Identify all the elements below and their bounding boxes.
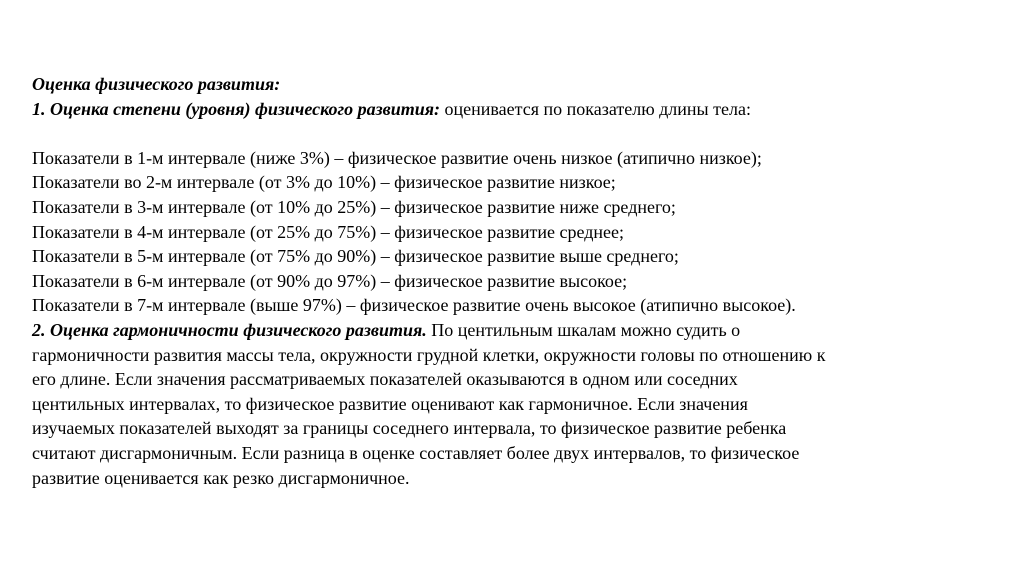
interval-5: Показатели в 5-м интервале (от 75% до 90%) – физическое развитие выше среднего; xyxy=(32,246,679,267)
interval-2: Показатели во 2-м интервале (от 3% до 10%) – физическое развитие низкое; xyxy=(32,172,616,193)
section1-text: оценивается по показателю длины тела: xyxy=(440,98,751,119)
heading: Оценка физического развития: xyxy=(32,74,281,94)
section2-line-3: его длине. Если значения рассматриваемых показателей оказываются в одном или соседних xyxy=(32,369,738,390)
interval-1: Показатели в 1-м интервале (ниже 3%) – физическое развитие очень низкое (атипично низкое); xyxy=(32,147,762,168)
interval-6: Показатели в 6-м интервале (от 90% до 97%) – физическое развитие высокое; xyxy=(32,270,628,291)
interval-7: Показатели в 7-м интервале (выше 97%) – физическое развитие очень высокое (атипично высокое). xyxy=(32,295,796,316)
section2-title: 2. Оценка гармоничности физического развития. xyxy=(32,319,427,340)
blank-line xyxy=(32,121,992,146)
section2-line-4: центильных интервалах, то физическое развитие оценивают как гармоничное. Если значения xyxy=(32,393,748,414)
section2-line-1 xyxy=(32,318,992,343)
section1-line xyxy=(32,97,992,122)
slide-content xyxy=(32,72,992,490)
section2-line-6: считают дисгармоничным. Если разница в оценке составляет более двух интервалов, то физическое xyxy=(32,442,800,463)
interval-4: Показатели в 4-м интервале (от 25% до 75%) – физическое развитие среднее; xyxy=(32,221,625,242)
section2-line-5: изучаемых показателей выходят за границы соседнего интервала, то физическое развитие ребенка xyxy=(32,418,787,439)
section1-title: 1. Оценка степени (уровня) физического развития: xyxy=(32,98,441,119)
interval-3: Показатели в 3-м интервале (от 10% до 25%) – физическое развитие ниже среднего; xyxy=(32,196,676,217)
section2-line-2: гармоничности развития массы тела, окружности грудной клетки, окружности головы по отношению к xyxy=(32,344,826,365)
section2-line-7: развитие оценивается как резко дисгармоничное. xyxy=(32,467,410,488)
section2-text-1: По центильным шкалам можно судить о xyxy=(426,319,741,340)
